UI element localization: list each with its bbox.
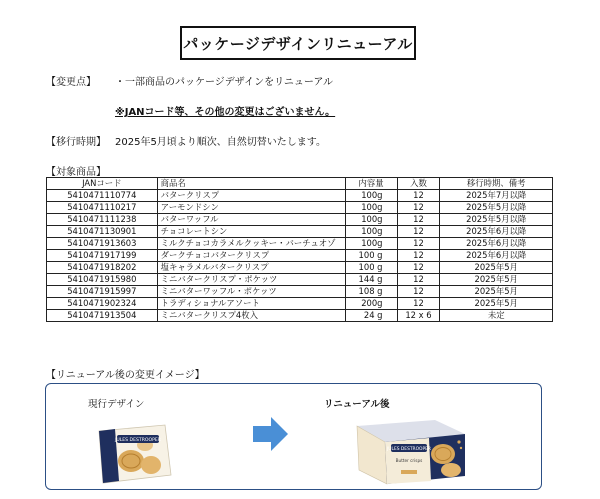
products-table — [46, 177, 553, 322]
product-name-cell: ダークチョコバタークリスプ — [157, 250, 345, 262]
header-count: 入数 — [397, 178, 440, 190]
product-name-cell: アーモンドシン — [157, 202, 345, 214]
jan-code-cell: 5410471915980 — [47, 274, 158, 286]
table-row — [47, 238, 553, 250]
new-product-text: Butter crisps — [395, 458, 423, 463]
after-caption: リニューアル後 — [324, 399, 390, 410]
table-row — [47, 226, 553, 238]
new-brand-text: JULES DESTROOPER — [387, 447, 431, 452]
table-row — [47, 262, 553, 274]
count-cell: 12 — [397, 250, 440, 262]
timing-cell: 2025年6月以降 — [440, 238, 553, 250]
renewed-package-image — [355, 420, 467, 486]
product-name-cell: バターワッフル — [157, 214, 345, 226]
count-cell: 12 — [397, 298, 440, 310]
before-caption: 現行デザイン — [88, 399, 145, 410]
volume-cell: 100g — [345, 202, 397, 214]
volume-cell: 100 g — [345, 262, 397, 274]
table-row — [47, 286, 553, 298]
product-name-cell: ミルクチョコカラメルクッキー・バーチュオゾ — [157, 238, 345, 250]
jan-code-cell: 5410471130901 — [47, 226, 158, 238]
jan-code-cell: 5410471111238 — [47, 214, 158, 226]
timing-cell: 2025年7月以降 — [440, 190, 553, 202]
change-label: 【変更点】 — [46, 77, 96, 88]
volume-cell: 144 g — [345, 274, 397, 286]
header-timing: 移行時期、備考 — [440, 178, 553, 190]
product-name-cell: ミニバターワッフル・ポケッツ — [157, 286, 345, 298]
volume-cell: 100g — [345, 214, 397, 226]
count-cell: 12 — [397, 286, 440, 298]
count-cell: 12 — [397, 238, 440, 250]
table-row — [47, 202, 553, 214]
jan-code-cell: 5410471110217 — [47, 202, 158, 214]
table-row — [47, 310, 553, 322]
volume-cell: 100g — [345, 238, 397, 250]
page-title: パッケージデザインリニューアル — [180, 26, 416, 60]
table-row — [47, 298, 553, 310]
product-name-cell: 塩キャラメルバタークリスプ — [157, 262, 345, 274]
old-brand-text: JULES DESTROOPER — [114, 438, 162, 443]
timing-cell: 2025年5月 — [440, 262, 553, 274]
transition-label: 【移行時期】 — [46, 137, 106, 148]
timing-cell: 2025年5月 — [440, 298, 553, 310]
jan-code-cell: 5410471918202 — [47, 262, 158, 274]
volume-cell: 200g — [345, 298, 397, 310]
image-section-label: 【リニューアル後の変更イメージ】 — [46, 370, 205, 381]
table-row — [47, 214, 553, 226]
volume-cell: 100 g — [345, 250, 397, 262]
product-name-cell: ミニバタークリスプ4枚入 — [157, 310, 345, 322]
timing-cell: 2025年5月以降 — [440, 214, 553, 226]
product-name-cell: チョコレートシン — [157, 226, 345, 238]
volume-cell: 24 g — [345, 310, 397, 322]
products-label: 【対象商品】 — [46, 167, 106, 178]
jan-code-cell: 5410471110774 — [47, 190, 158, 202]
table-row — [47, 190, 553, 202]
timing-cell: 2025年6月以降 — [440, 250, 553, 262]
volume-cell: 108 g — [345, 286, 397, 298]
timing-cell: 2025年5月 — [440, 286, 553, 298]
header-volume: 内容量 — [345, 178, 397, 190]
timing-cell: 2025年5月 — [440, 274, 553, 286]
table-header-row — [47, 178, 553, 190]
count-cell: 12 — [397, 262, 440, 274]
volume-cell: 100g — [345, 190, 397, 202]
table-row — [47, 274, 553, 286]
jan-code-cell: 5410471915997 — [47, 286, 158, 298]
count-cell: 12 — [397, 226, 440, 238]
timing-cell: 未定 — [440, 310, 553, 322]
header-jan: JANコード — [47, 178, 158, 190]
current-package-image — [95, 423, 173, 485]
product-name-cell: トラディショナルアソート — [157, 298, 345, 310]
arrow-right-icon — [253, 416, 289, 452]
count-cell: 12 — [397, 190, 440, 202]
timing-cell: 2025年6月以降 — [440, 226, 553, 238]
jan-code-cell: 5410471913603 — [47, 238, 158, 250]
count-cell: 12 — [397, 214, 440, 226]
table-row — [47, 250, 553, 262]
jan-code-cell: 5410471913504 — [47, 310, 158, 322]
change-note: ※JANコード等、その他の変更はございません。 — [115, 107, 336, 118]
count-cell: 12 — [397, 202, 440, 214]
transition-text: 2025年5月頃より順次、自然切替いたします。 — [115, 137, 327, 148]
product-name-cell: バタークリスプ — [157, 190, 345, 202]
change-text: ・一部商品のパッケージデザインをリニューアル — [115, 77, 333, 88]
jan-code-cell: 5410471902324 — [47, 298, 158, 310]
volume-cell: 100g — [345, 226, 397, 238]
timing-cell: 2025年5月以降 — [440, 202, 553, 214]
jan-code-cell: 5410471917199 — [47, 250, 158, 262]
header-name: 商品名 — [157, 178, 345, 190]
count-cell: 12 x 6 — [397, 310, 440, 322]
product-name-cell: ミニバタークリスプ・ポケッツ — [157, 274, 345, 286]
count-cell: 12 — [397, 274, 440, 286]
